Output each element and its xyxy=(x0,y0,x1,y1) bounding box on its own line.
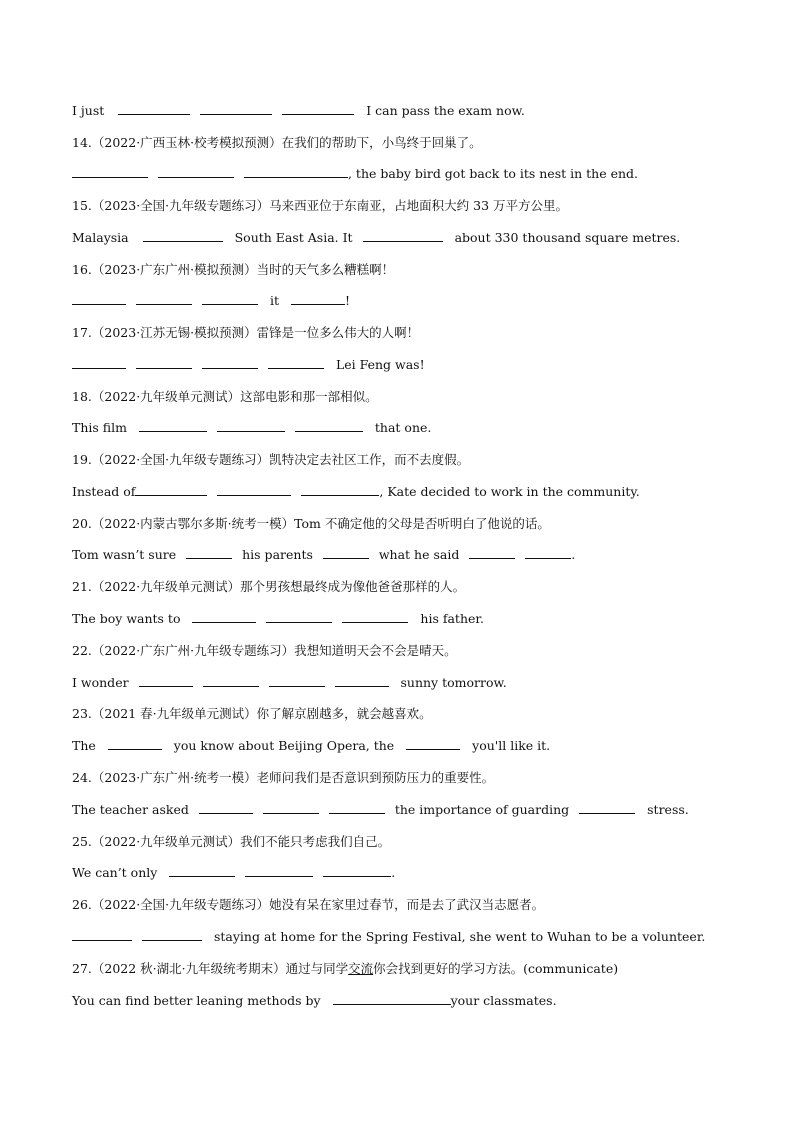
blank[interactable] xyxy=(192,610,256,623)
answer-text: We can’t only xyxy=(72,865,158,880)
blank[interactable] xyxy=(143,229,223,242)
blank[interactable] xyxy=(333,992,451,1005)
blank[interactable] xyxy=(406,737,460,750)
blank[interactable] xyxy=(263,801,319,814)
question-21: 21.（2022·九年级单元测试）那个男孩想最终成为像他爸爸那样的人。 xyxy=(72,579,466,594)
blank[interactable] xyxy=(139,674,193,687)
answer-line-26 xyxy=(72,928,705,946)
blank[interactable] xyxy=(244,165,348,178)
answer-line-23 xyxy=(72,737,550,755)
answer-line-22 xyxy=(72,674,507,692)
blank[interactable] xyxy=(202,292,258,305)
question-17: 17.（2023·江苏无锡·模拟预测）雷锋是一位多么伟大的人啊！ xyxy=(72,325,420,340)
blank[interactable] xyxy=(323,864,391,877)
answer-text: This film xyxy=(72,420,127,435)
answer-text: staying at home for the Spring Festival, she went to Wuhan to be a volunteer. xyxy=(213,929,706,944)
answer-text: stress. xyxy=(647,802,689,817)
blank[interactable] xyxy=(525,546,571,559)
blank[interactable] xyxy=(136,356,192,369)
question-24: 24.（2023·广东广州·统考一模）老师问我们是否意识到预防压力的重要性。 xyxy=(72,770,495,785)
answer-text: I just xyxy=(72,103,105,118)
question-18: 18.（2022·九年级单元测试）这部电影和那一部相似。 xyxy=(72,389,378,404)
answer-line-13 xyxy=(72,102,525,120)
answer-text: your classmates. xyxy=(450,993,557,1008)
blank[interactable] xyxy=(202,356,258,369)
answer-text: The xyxy=(72,738,96,753)
blank[interactable] xyxy=(269,674,325,687)
blank[interactable] xyxy=(245,864,313,877)
blank[interactable] xyxy=(217,483,291,496)
blank[interactable] xyxy=(136,292,192,305)
blank[interactable] xyxy=(342,610,408,623)
answer-text: Lei Feng was! xyxy=(335,357,425,372)
question-text: 27.（2022 秋·湖北·九年级统考期末）通过与同学 xyxy=(72,961,349,976)
question-20: 20.（2022·内蒙古鄂尔多斯·统考一模）Tom 不确定他的父母是否听明白了他说的话。 xyxy=(72,516,550,531)
answer-text: sunny tomorrow. xyxy=(400,675,507,690)
answer-text: The teacher asked xyxy=(72,802,189,817)
blank[interactable] xyxy=(158,165,234,178)
blank[interactable] xyxy=(186,546,232,559)
answer-line-18 xyxy=(72,419,431,437)
answer-line-16 xyxy=(72,292,350,310)
answer-text: Malaysia xyxy=(72,230,129,245)
answer-text: You can find better leaning methods by xyxy=(72,993,321,1008)
question-23: 23.（2021 春·九年级单元测试）你了解京剧越多，就会越喜欢。 xyxy=(72,706,432,721)
blank[interactable] xyxy=(291,292,345,305)
blank[interactable] xyxy=(579,801,635,814)
question-14: 14.（2022·广西玉林·校考模拟预测）在我们的帮助下，小鸟终于回巢了。 xyxy=(72,135,482,150)
answer-text: Tom wasn’t sure xyxy=(72,547,177,562)
answer-text: you know about Beijing Opera, the xyxy=(173,738,395,753)
blank[interactable] xyxy=(301,483,379,496)
answer-text: ! xyxy=(344,293,350,308)
blank[interactable] xyxy=(118,102,190,115)
answer-text: you'll like it. xyxy=(472,738,551,753)
blank[interactable] xyxy=(72,165,148,178)
blank[interactable] xyxy=(268,356,324,369)
answer-text: the importance of guarding xyxy=(394,802,570,817)
question-22: 22.（2022·广东广州·九年级专题练习）我想知道明天会不会是晴天。 xyxy=(72,643,457,658)
blank[interactable] xyxy=(266,610,332,623)
answer-text: , Kate decided to work in the community. xyxy=(379,484,640,499)
answer-text: his parents xyxy=(242,547,313,562)
blank[interactable] xyxy=(199,801,253,814)
blank[interactable] xyxy=(139,419,207,432)
blank[interactable] xyxy=(135,483,207,496)
answer-line-19 xyxy=(72,483,640,501)
answer-text: I wonder xyxy=(72,675,129,690)
answer-text: , the baby bird got back to its nest in the end. xyxy=(347,166,639,181)
underlined-keyword: 交流 xyxy=(348,961,374,976)
answer-text: . xyxy=(391,865,396,880)
answer-line-17 xyxy=(72,356,425,374)
question-19: 19.（2022·全国·九年级专题练习）凯特决定去社区工作，而不去度假。 xyxy=(72,452,470,467)
blank[interactable] xyxy=(329,801,385,814)
question-27 xyxy=(72,960,618,978)
blank[interactable] xyxy=(469,546,515,559)
answer-text: The boy wants to xyxy=(72,611,181,626)
answer-text: it xyxy=(269,293,279,308)
answer-text: about 330 thousand square metres. xyxy=(454,230,681,245)
answer-line-15 xyxy=(72,229,680,247)
answer-line-27 xyxy=(72,992,557,1010)
question-text: 你会找到更好的学习方法。(communicate) xyxy=(373,961,619,976)
question-25: 25.（2022·九年级单元测试）我们不能只考虑我们自己。 xyxy=(72,834,391,849)
blank[interactable] xyxy=(72,356,126,369)
answer-text: that one. xyxy=(374,420,432,435)
blank[interactable] xyxy=(323,546,369,559)
question-26: 26.（2022·全国·九年级专题练习）她没有呆在家里过春节，而是去了武汉当志愿者。 xyxy=(72,897,545,912)
blank[interactable] xyxy=(295,419,363,432)
answer-text: South East Asia. It xyxy=(234,230,353,245)
question-15: 15.（2023·全国·九年级专题练习）马来西亚位于东南亚，占地面积大约 33 万平方公里。 xyxy=(72,198,568,213)
answer-line-25 xyxy=(72,864,395,882)
blank[interactable] xyxy=(200,102,272,115)
blank[interactable] xyxy=(282,102,354,115)
answer-text: his father. xyxy=(420,611,484,626)
blank[interactable] xyxy=(142,928,202,941)
answer-text: I can pass the exam now. xyxy=(366,103,525,118)
answer-line-20 xyxy=(72,546,575,564)
answer-text: what he said xyxy=(378,547,460,562)
blank[interactable] xyxy=(72,928,132,941)
answer-text: Instead of xyxy=(72,484,136,499)
answer-line-21 xyxy=(72,610,484,628)
blank[interactable] xyxy=(72,292,126,305)
blank[interactable] xyxy=(203,674,259,687)
blank[interactable] xyxy=(335,674,389,687)
answer-line-14 xyxy=(72,165,638,183)
question-16: 16.（2023·广东广州·模拟预测）当时的天气多么糟糕啊！ xyxy=(72,262,395,277)
blank[interactable] xyxy=(108,737,162,750)
blank[interactable] xyxy=(363,229,443,242)
blank[interactable] xyxy=(217,419,285,432)
answer-line-24 xyxy=(72,801,689,819)
answer-text: . xyxy=(571,547,576,562)
blank[interactable] xyxy=(169,864,235,877)
